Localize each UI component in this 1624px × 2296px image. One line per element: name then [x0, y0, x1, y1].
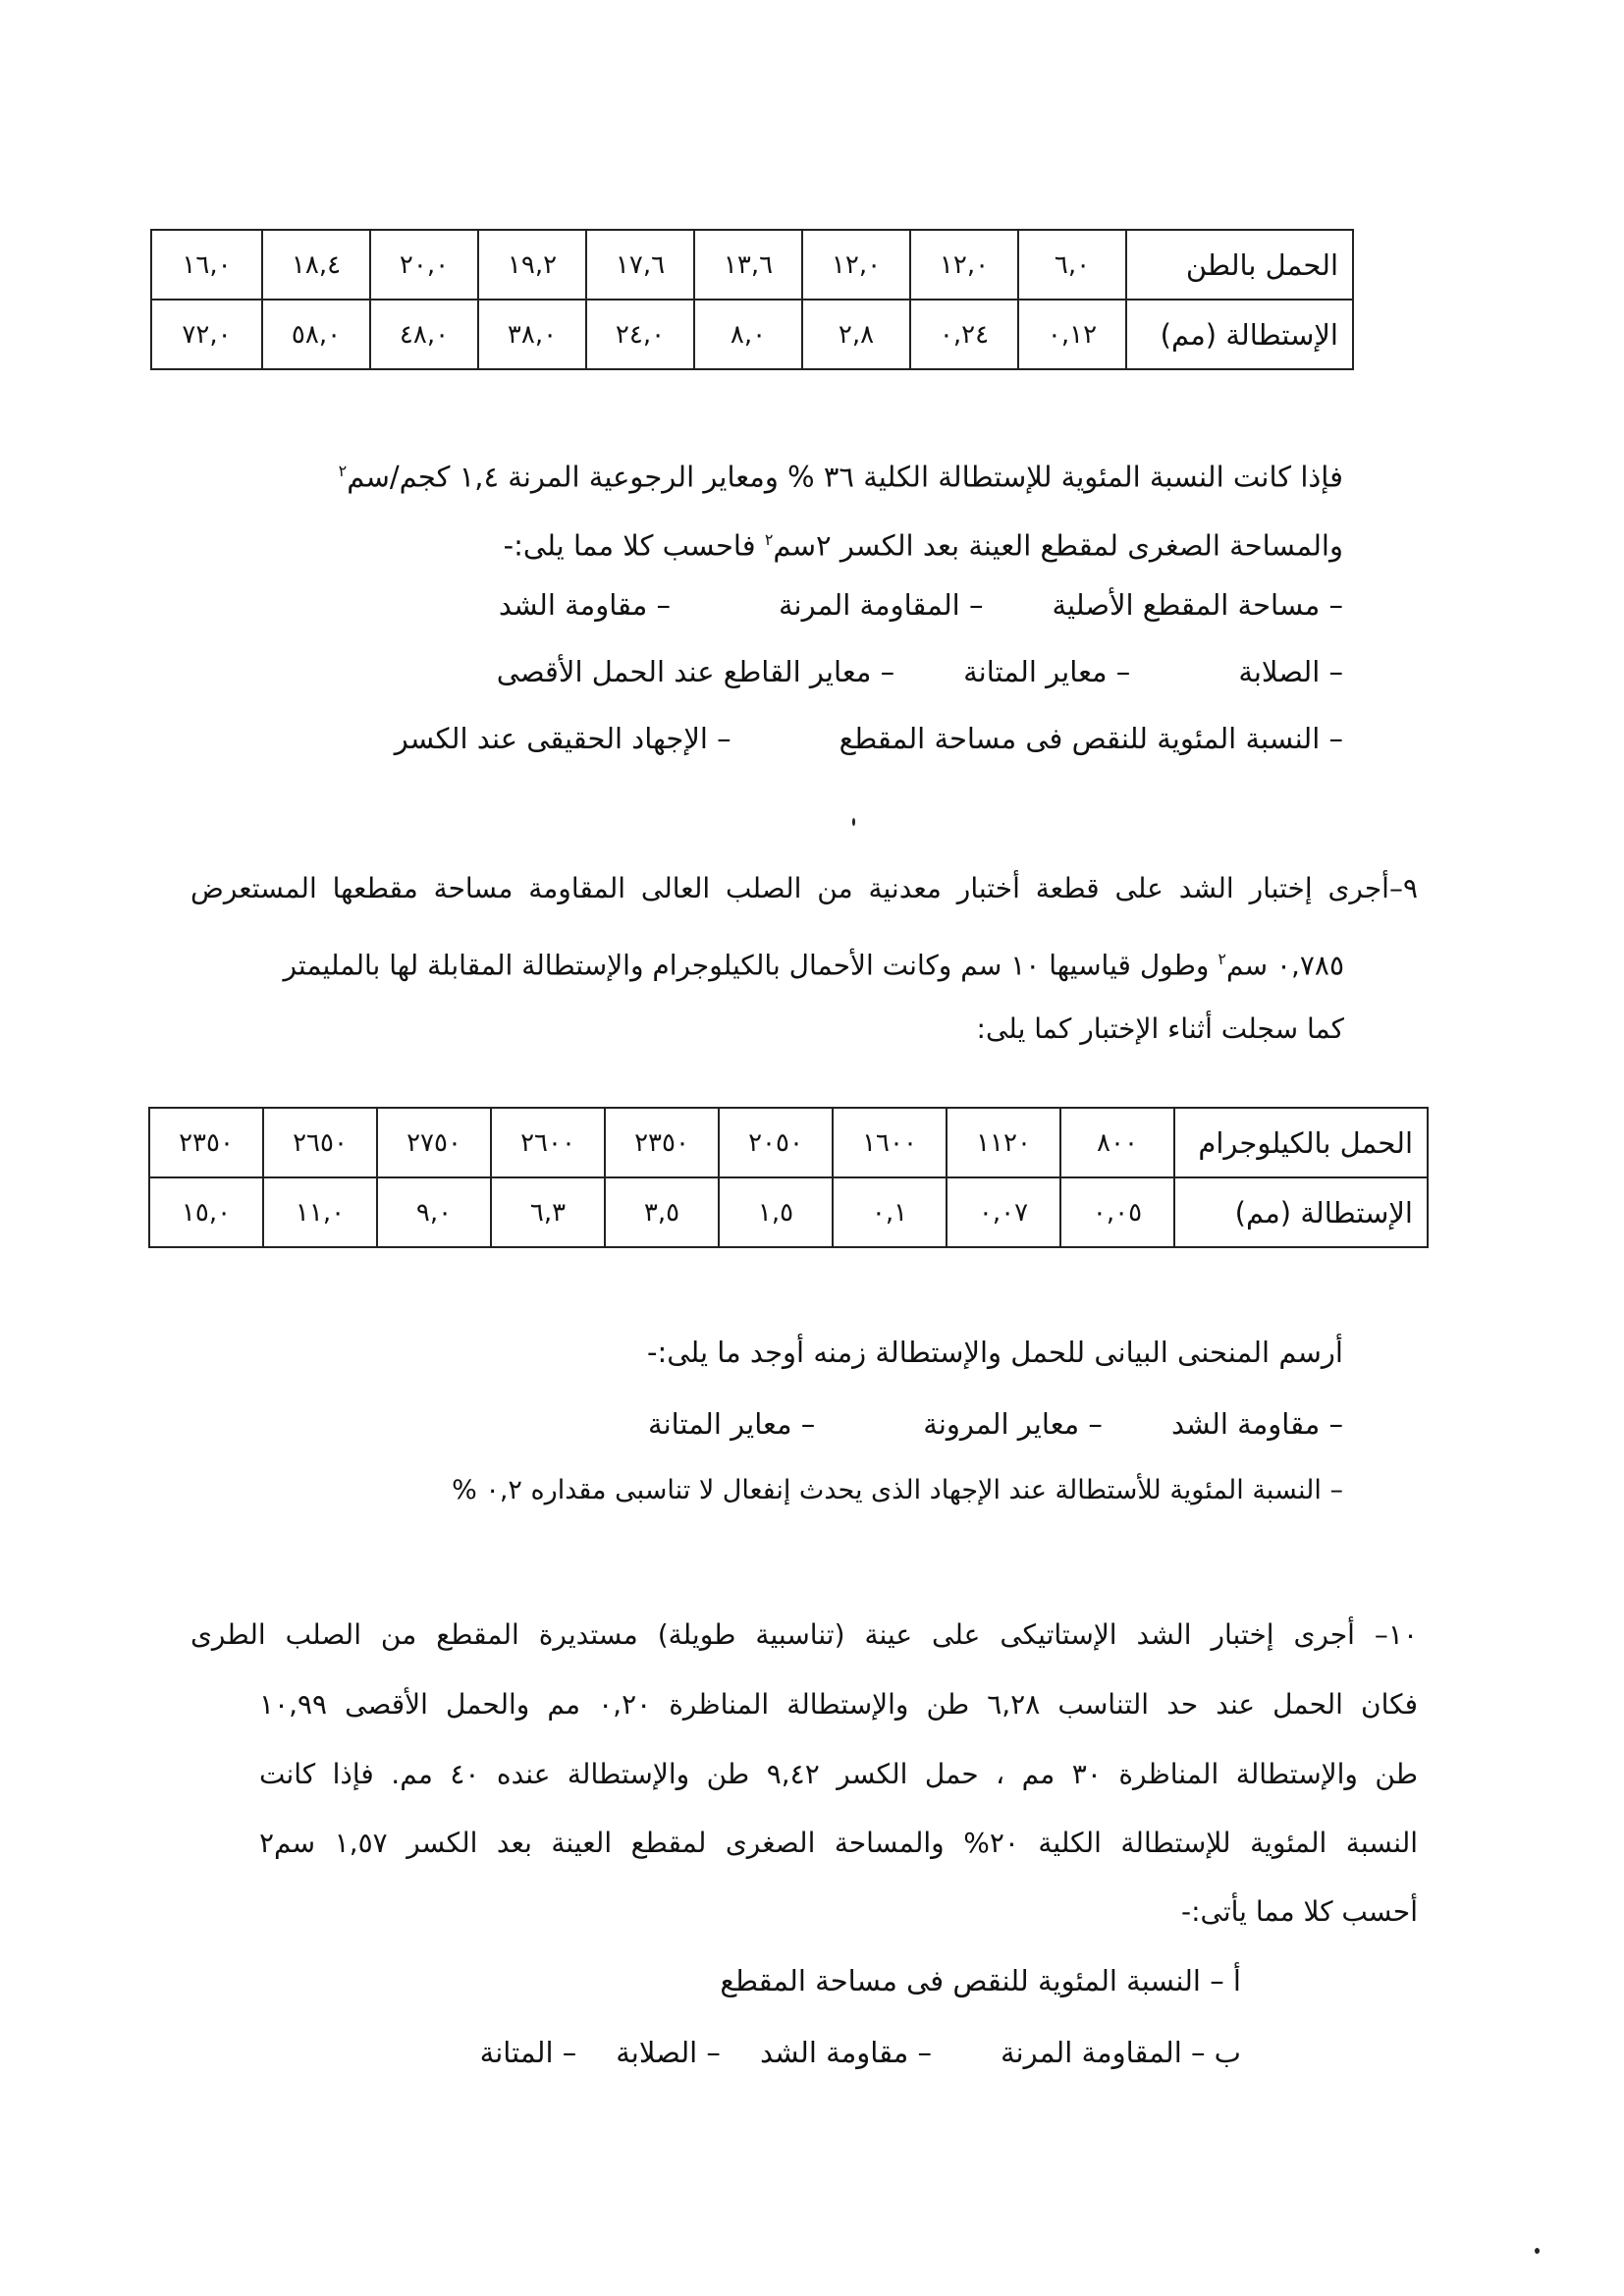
- graph-task-items: [648, 1404, 1343, 1444]
- table-cell: ١٣,٦: [694, 230, 802, 300]
- problem10-line1: [190, 1615, 1418, 1655]
- table-cell: ١٧,٦: [586, 230, 694, 300]
- scan-speck: [852, 818, 855, 826]
- table-cell: ٦,٠: [1018, 230, 1126, 300]
- problem10-text: ١٠– أجرى إختبار الشد الإستاتيكى على عينة (تناسبية طويلة) مستديرة المقطع من الصلب الطرى: [190, 1618, 1418, 1651]
- problem9-text: وطول قياسيها ١٠ سم وكانت الأحمال بالكيلوجرام والإستطالة المقابلة لها بالمليمتر: [283, 949, 1218, 982]
- table-cell: ١١٢٠: [947, 1108, 1060, 1177]
- table-cell: ٢,٨: [802, 300, 910, 369]
- table-row: [149, 1108, 1428, 1177]
- table-cell: ٢٤,٠: [586, 300, 694, 369]
- table-cell: ٨,٠: [694, 300, 802, 369]
- row-header: الحمل بالكيلوجرام: [1174, 1108, 1428, 1177]
- table-cell: ٢٠٥٠: [719, 1108, 833, 1177]
- problem8-items-row3: [395, 719, 1343, 758]
- row-header: الإستطالة (مم): [1174, 1177, 1428, 1247]
- table-cell: ١٩,٢: [478, 230, 586, 300]
- problem9-text: ٩–أجرى إختبار الشد على قطعة أختبار معدنية من الصلب العالى المقاومة مساحة مقطعها المستعرض: [190, 872, 1418, 904]
- graph-task-text: أرسم المنحنى البيانى للحمل والإستطالة زمنه أوجد ما يلى:-: [647, 1336, 1343, 1369]
- table-cell: ١٥,٠: [149, 1177, 263, 1247]
- problem8-text: والمساحة الصغرى لمقطع العينة بعد الكسر ٢سم: [773, 528, 1343, 563]
- table-cell: ٠,١٢: [1018, 300, 1126, 369]
- problem10-text: النسبة المئوية للإستطالة الكلية ٢٠% والمساحة الصغرى لمقطع العينة بعد الكسر ١,٥٧ سم٢: [259, 1827, 1419, 1859]
- problem10-text: أحسب كلا مما يأتى:-: [1180, 1895, 1418, 1928]
- table-row: [149, 1177, 1428, 1247]
- problem9-text: ٠,٧٨٥ سم: [1225, 949, 1344, 982]
- list-item: – مقاومة الشد: [1170, 1407, 1343, 1441]
- table-row: [151, 230, 1353, 300]
- list-item: – المتانة: [479, 2036, 577, 2069]
- table-cell: ٠,٢٤: [910, 300, 1018, 369]
- list-item: – معاير المتانة: [963, 655, 1131, 688]
- problem9-line2: [283, 940, 1344, 985]
- list-item: – مساحة المقطع الأصلية: [1052, 588, 1343, 622]
- table-cell: ٣,٥: [605, 1177, 719, 1247]
- problem8-text: فاحسب كلا مما يلى:-: [503, 528, 765, 563]
- table-cell: ١١,٠: [263, 1177, 377, 1247]
- list-item: – الصلابة: [616, 2036, 721, 2069]
- problem8-items-row1: [499, 585, 1343, 625]
- row-header: الإستطالة (مم): [1126, 300, 1353, 369]
- table-cell: ١٦٠٠: [833, 1108, 947, 1177]
- problem9-line1: [190, 869, 1418, 908]
- load-elongation-table-1: [150, 229, 1354, 370]
- table-cell: ١,٥: [719, 1177, 833, 1247]
- scan-speck: [1535, 2248, 1540, 2254]
- problem8-items-row2: [497, 652, 1343, 691]
- superscript: ٢: [1218, 950, 1226, 968]
- list-item: – المقاومة المرنة: [778, 588, 984, 622]
- table-cell: ٢٣٥٠: [605, 1108, 719, 1177]
- graph-task-line3: [452, 1471, 1343, 1510]
- table-cell: ٤٨,٠: [370, 300, 478, 369]
- problem10-line4: [259, 1824, 1418, 1863]
- table-cell: ٧٢,٠: [151, 300, 262, 369]
- graph-task-text: – النسبة المئوية للأستطالة عند الإجهاد الذى يحدث إنفعال لا تناسبى مقداره ٠,٢ %: [452, 1475, 1343, 1505]
- problem8-line2: [504, 520, 1343, 566]
- list-item: ب – المقاومة المرنة: [1001, 2036, 1241, 2069]
- table-cell: ٥٨,٠: [262, 300, 370, 369]
- list-item: – الصلابة: [1238, 655, 1343, 688]
- load-elongation-table-2: [148, 1107, 1429, 1248]
- problem10-line2: [259, 1685, 1418, 1724]
- superscript: ٢: [764, 530, 774, 549]
- table-cell: ٠,٠٥: [1060, 1177, 1174, 1247]
- table-cell: ٢٧٥٠: [377, 1108, 491, 1177]
- table-cell: ١٢,٠: [910, 230, 1018, 300]
- list-item: أ – النسبة المئوية للنقص فى مساحة المقطع: [720, 1964, 1241, 1997]
- table-cell: ١٦,٠: [151, 230, 262, 300]
- table-cell: ٠,١: [833, 1177, 947, 1247]
- list-item: – معاير المرونة: [923, 1407, 1103, 1441]
- list-item: – النسبة المئوية للنقص فى مساحة المقطع: [839, 722, 1343, 755]
- table-row: [151, 300, 1353, 369]
- list-item: – معاير القاطع عند الحمل الأقصى: [496, 655, 895, 688]
- problem10-line3: [259, 1755, 1418, 1794]
- row-header: الحمل بالطن: [1126, 230, 1353, 300]
- table-cell: ٢٠,٠: [370, 230, 478, 300]
- table-cell: ٢٣٥٠: [149, 1108, 263, 1177]
- problem9-line3: [977, 1010, 1344, 1049]
- problem10-text: طن والإستطالة المناظرة ٣٠ مم ، حمل الكسر ٩,٤٢ طن والإستطالة عنده ٤٠ مم. فإذا كانت: [259, 1758, 1419, 1790]
- problem8-line1: [339, 452, 1343, 497]
- superscript: ٢: [338, 462, 348, 480]
- problem10-text: فكان الحمل عند حد التناسب ٦,٢٨ طن والإستطالة المناظرة ٠,٢٠ مم والحمل الأقصى ١٠,٩٩: [259, 1688, 1418, 1721]
- problem10-line5: [1181, 1892, 1418, 1932]
- table-cell: ٢٦٥٠: [263, 1108, 377, 1177]
- table-cell: ٨٠٠: [1060, 1108, 1174, 1177]
- table-cell: ٣٨,٠: [478, 300, 586, 369]
- table-cell: ١٨,٤: [262, 230, 370, 300]
- table-cell: ١٢,٠: [802, 230, 910, 300]
- list-item: – مقاومة الشد: [759, 2036, 932, 2069]
- table-cell: ٩,٠: [377, 1177, 491, 1247]
- graph-task-line1: [647, 1333, 1343, 1372]
- table-cell: ٦,٣: [491, 1177, 605, 1247]
- problem9-text: كما سجلت أثناء الإختبار كما يلى:: [976, 1012, 1344, 1045]
- list-item: – مقاومة الشد: [498, 588, 671, 622]
- problem10-items-b: [480, 2033, 1241, 2072]
- table-cell: ٠,٠٧: [947, 1177, 1060, 1247]
- list-item: – الإجهاد الحقيقى عند الكسر: [394, 722, 731, 755]
- problem8-text: فإذا كانت النسبة المئوية للإستطالة الكلية ٣٦ % ومعاير الرجوعية المرنة ١,٤ كجم/سم: [347, 460, 1343, 494]
- table-cell: ٢٦٠٠: [491, 1108, 605, 1177]
- list-item: – معاير المتانة: [648, 1407, 816, 1441]
- problem10-item-a: [720, 1961, 1241, 2000]
